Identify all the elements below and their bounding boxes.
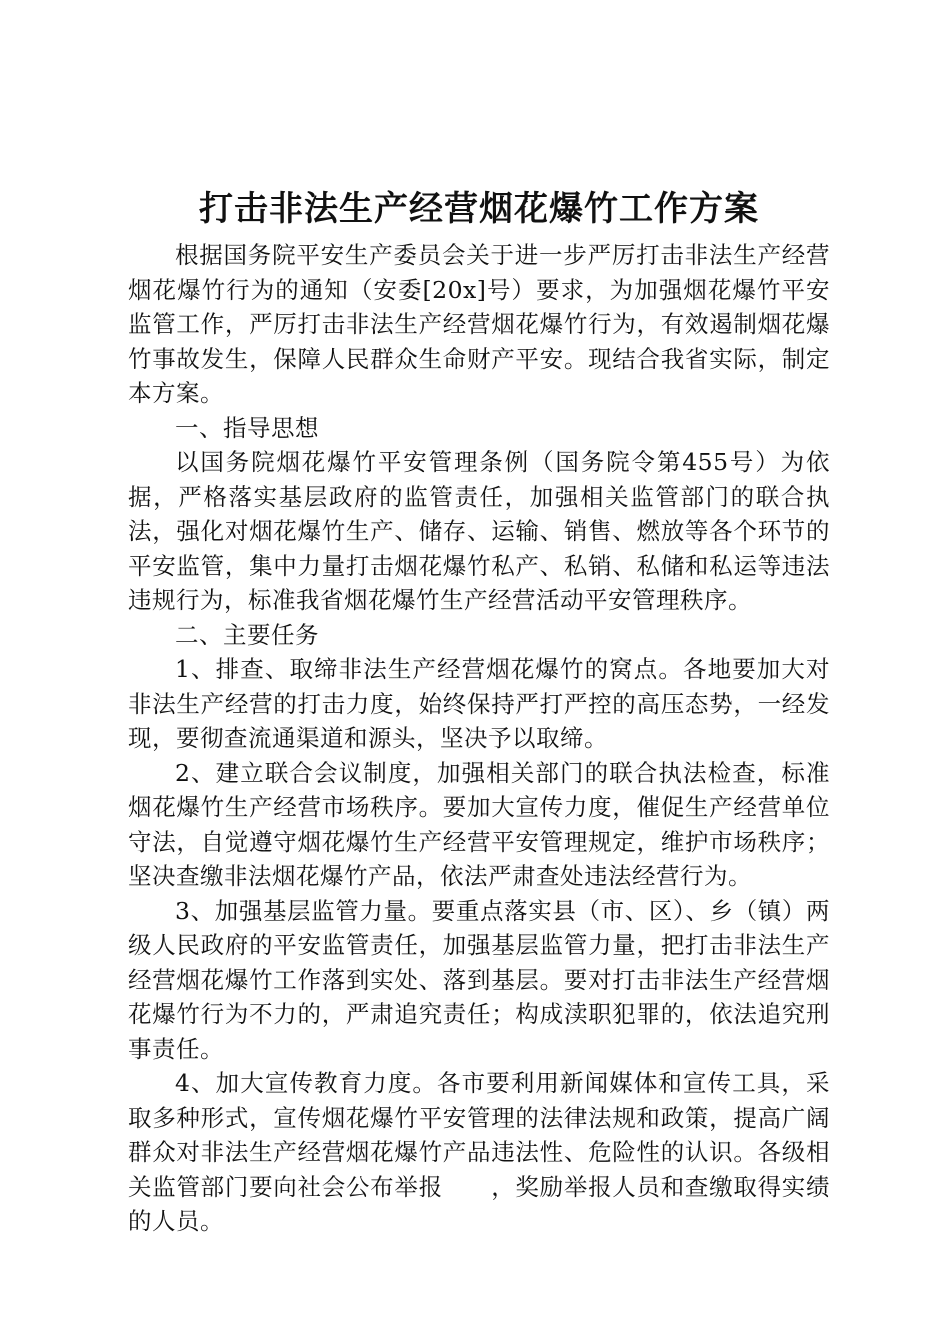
section-heading-main-tasks: 二、主要任务 (175, 620, 319, 649)
task-paragraph-2: 2、建立联合会议制度，加强相关部门的联合执法检查，标准烟花爆竹生产经营市场秩序。要加大宣传力度，催促生产经营单位守法，自觉遵守烟花爆竹生产经营平安管理规定，维护市场秩序；坚决查缴非法烟花爆竹产品，依法严肃查处违法经营行为。 (128, 758, 830, 890)
document-title: 打击非法生产经营烟花爆竹工作方案 (199, 189, 759, 229)
document-page (128, 180, 830, 1239)
section-heading-guiding-ideology: 一、指导思想 (175, 413, 319, 442)
task-paragraph-1: 1、排查、取缔非法生产经营烟花爆竹的窝点。各地要加大对非法生产经营的打击力度，始终保持严打严控的高压态势，一经发现，要彻查流通渠道和源头，坚决予以取缔。 (128, 655, 830, 752)
task-paragraph-3: 3、加强基层监管力量。要重点落实县（市、区）、乡（镇）两级人民政府的平安监管责任，加强基层监管力量，把打击非法生产经营烟花爆竹工作落到实处、落到基层。要对打击非法生产经营烟花爆竹行为不力的，严肃追究责任；构成渎职犯罪的，依法追究刑事责任。 (128, 896, 830, 1063)
intro-paragraph: 根据国务院平安生产委员会关于进一步严厉打击非法生产经营烟花爆竹行为的通知（安委[20x]号）要求，为加强烟花爆竹平安监管工作，严厉打击非法生产经营烟花爆竹行为，有效遏制烟花爆竹事故发生，保障人民群众生命财产平安。现结合我省实际，制定本方案。 (128, 241, 830, 407)
task-paragraph-4: 4、加大宣传教育力度。各市要利用新闻媒体和宣传工具，采取多种形式，宣传烟花爆竹平安管理的法律法规和政策，提高广阔群众对非法生产经营烟花爆竹产品违法性、危险性的认识。各级相关监管部门要向社会公布举报 ，奖励举报人员和查缴取得实绩的人员。 (128, 1069, 830, 1235)
guiding-ideology-paragraph: 以国务院烟花爆竹平安管理条例（国务院令第455号）为依据，严格落实基层政府的监管责任，加强相关监管部门的联合执法，强化对烟花爆竹生产、储存、运输、销售、燃放等各个环节的平安监管，集中力量打击烟花爆竹私产、私销、私储和私运等违法违规行为，标准我省烟花爆竹生产经营活动平安管理秩序。 (128, 448, 830, 614)
